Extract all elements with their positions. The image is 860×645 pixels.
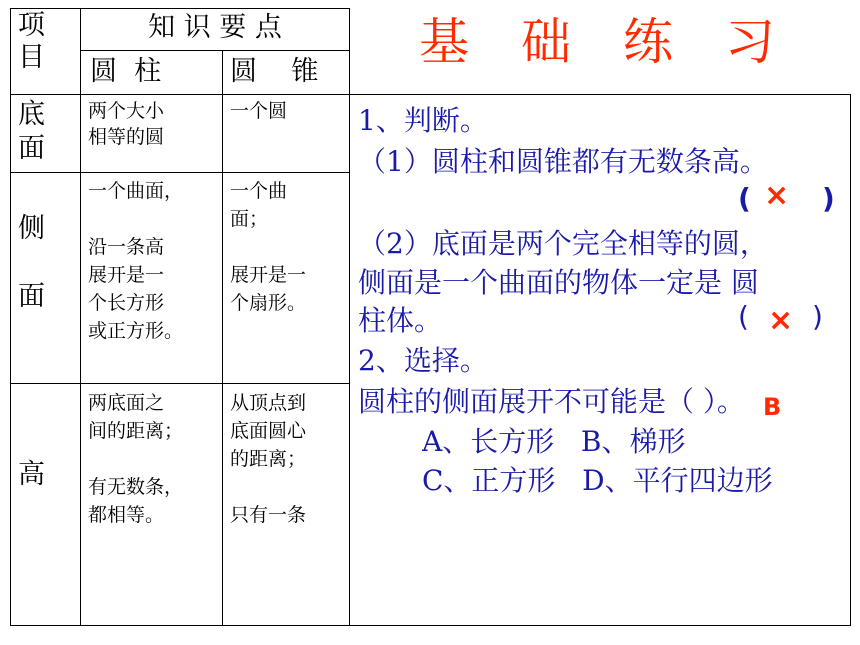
row-label-side: 侧 面	[18, 213, 45, 312]
row-label-base: 底 面	[18, 99, 45, 164]
row-base-cylinder: 两个大小 相等的圆	[88, 100, 165, 148]
row-side-cylinder: 一个曲面， 沿一条高 展开是一 个长方形 或正方形。	[88, 180, 184, 342]
table-border-row2	[10, 383, 350, 384]
q1-heading: 1、判断。	[358, 104, 488, 137]
table-border-header-bottom	[10, 94, 850, 95]
table-divider-cone	[349, 8, 350, 626]
q1-1-paren-open: (	[738, 182, 751, 215]
row-label-height: 高	[18, 459, 45, 490]
table-divider-cylinder	[222, 50, 223, 626]
q1-1-answer: ×	[764, 178, 790, 213]
q2-options-line2: C、正方形 D、平行四边形	[422, 464, 773, 497]
q1-2-paren-close: )	[812, 300, 823, 333]
table-divider-label	[80, 8, 81, 626]
row-height-cone: 从顶点到 底面圆心 的距离； 只有一条	[230, 392, 307, 526]
q2-heading: 2、选择。	[358, 344, 488, 377]
row-base-cone: 一个圆	[230, 100, 288, 122]
table-border-left	[10, 8, 11, 626]
header-knowledge: 知 识 要 点	[148, 12, 282, 43]
header-cone: 圆 锥	[230, 56, 319, 87]
q2-answer: B	[763, 393, 782, 421]
q2-options-line1: A、长方形 B、梯形	[422, 425, 686, 458]
table-border-row1	[10, 172, 350, 173]
table-border-bottom	[10, 625, 850, 626]
exercise-title: 基 础 练 习	[419, 13, 793, 71]
q1-1-text: （1）圆柱和圆锥都有无数条高。	[358, 145, 768, 178]
row-side-cone: 一个曲 面； 展开是一 个扇形。	[230, 180, 307, 314]
row-height-cylinder: 两底面之 间的距离； 有无数条， 都相等。	[88, 392, 184, 526]
q1-2-line3: 柱体。	[358, 304, 443, 337]
q1-2-paren-open: (	[738, 300, 749, 333]
table-border-subheader	[80, 50, 350, 51]
table-border-top	[10, 8, 350, 9]
header-item: 项 目	[18, 10, 45, 73]
q2-question: 圆柱的侧面展开不可能是（ ）。	[358, 385, 745, 418]
q1-2-answer: ×	[768, 303, 794, 338]
q1-2-line2: 侧面是一个曲面的物体一定是 圆	[358, 266, 759, 299]
q1-1-paren-close: )	[822, 182, 835, 215]
header-cylinder: 圆 柱	[90, 56, 162, 87]
table-border-right	[850, 94, 851, 626]
q1-2-line1: （2）底面是两个完全相等的圆，	[358, 227, 768, 260]
